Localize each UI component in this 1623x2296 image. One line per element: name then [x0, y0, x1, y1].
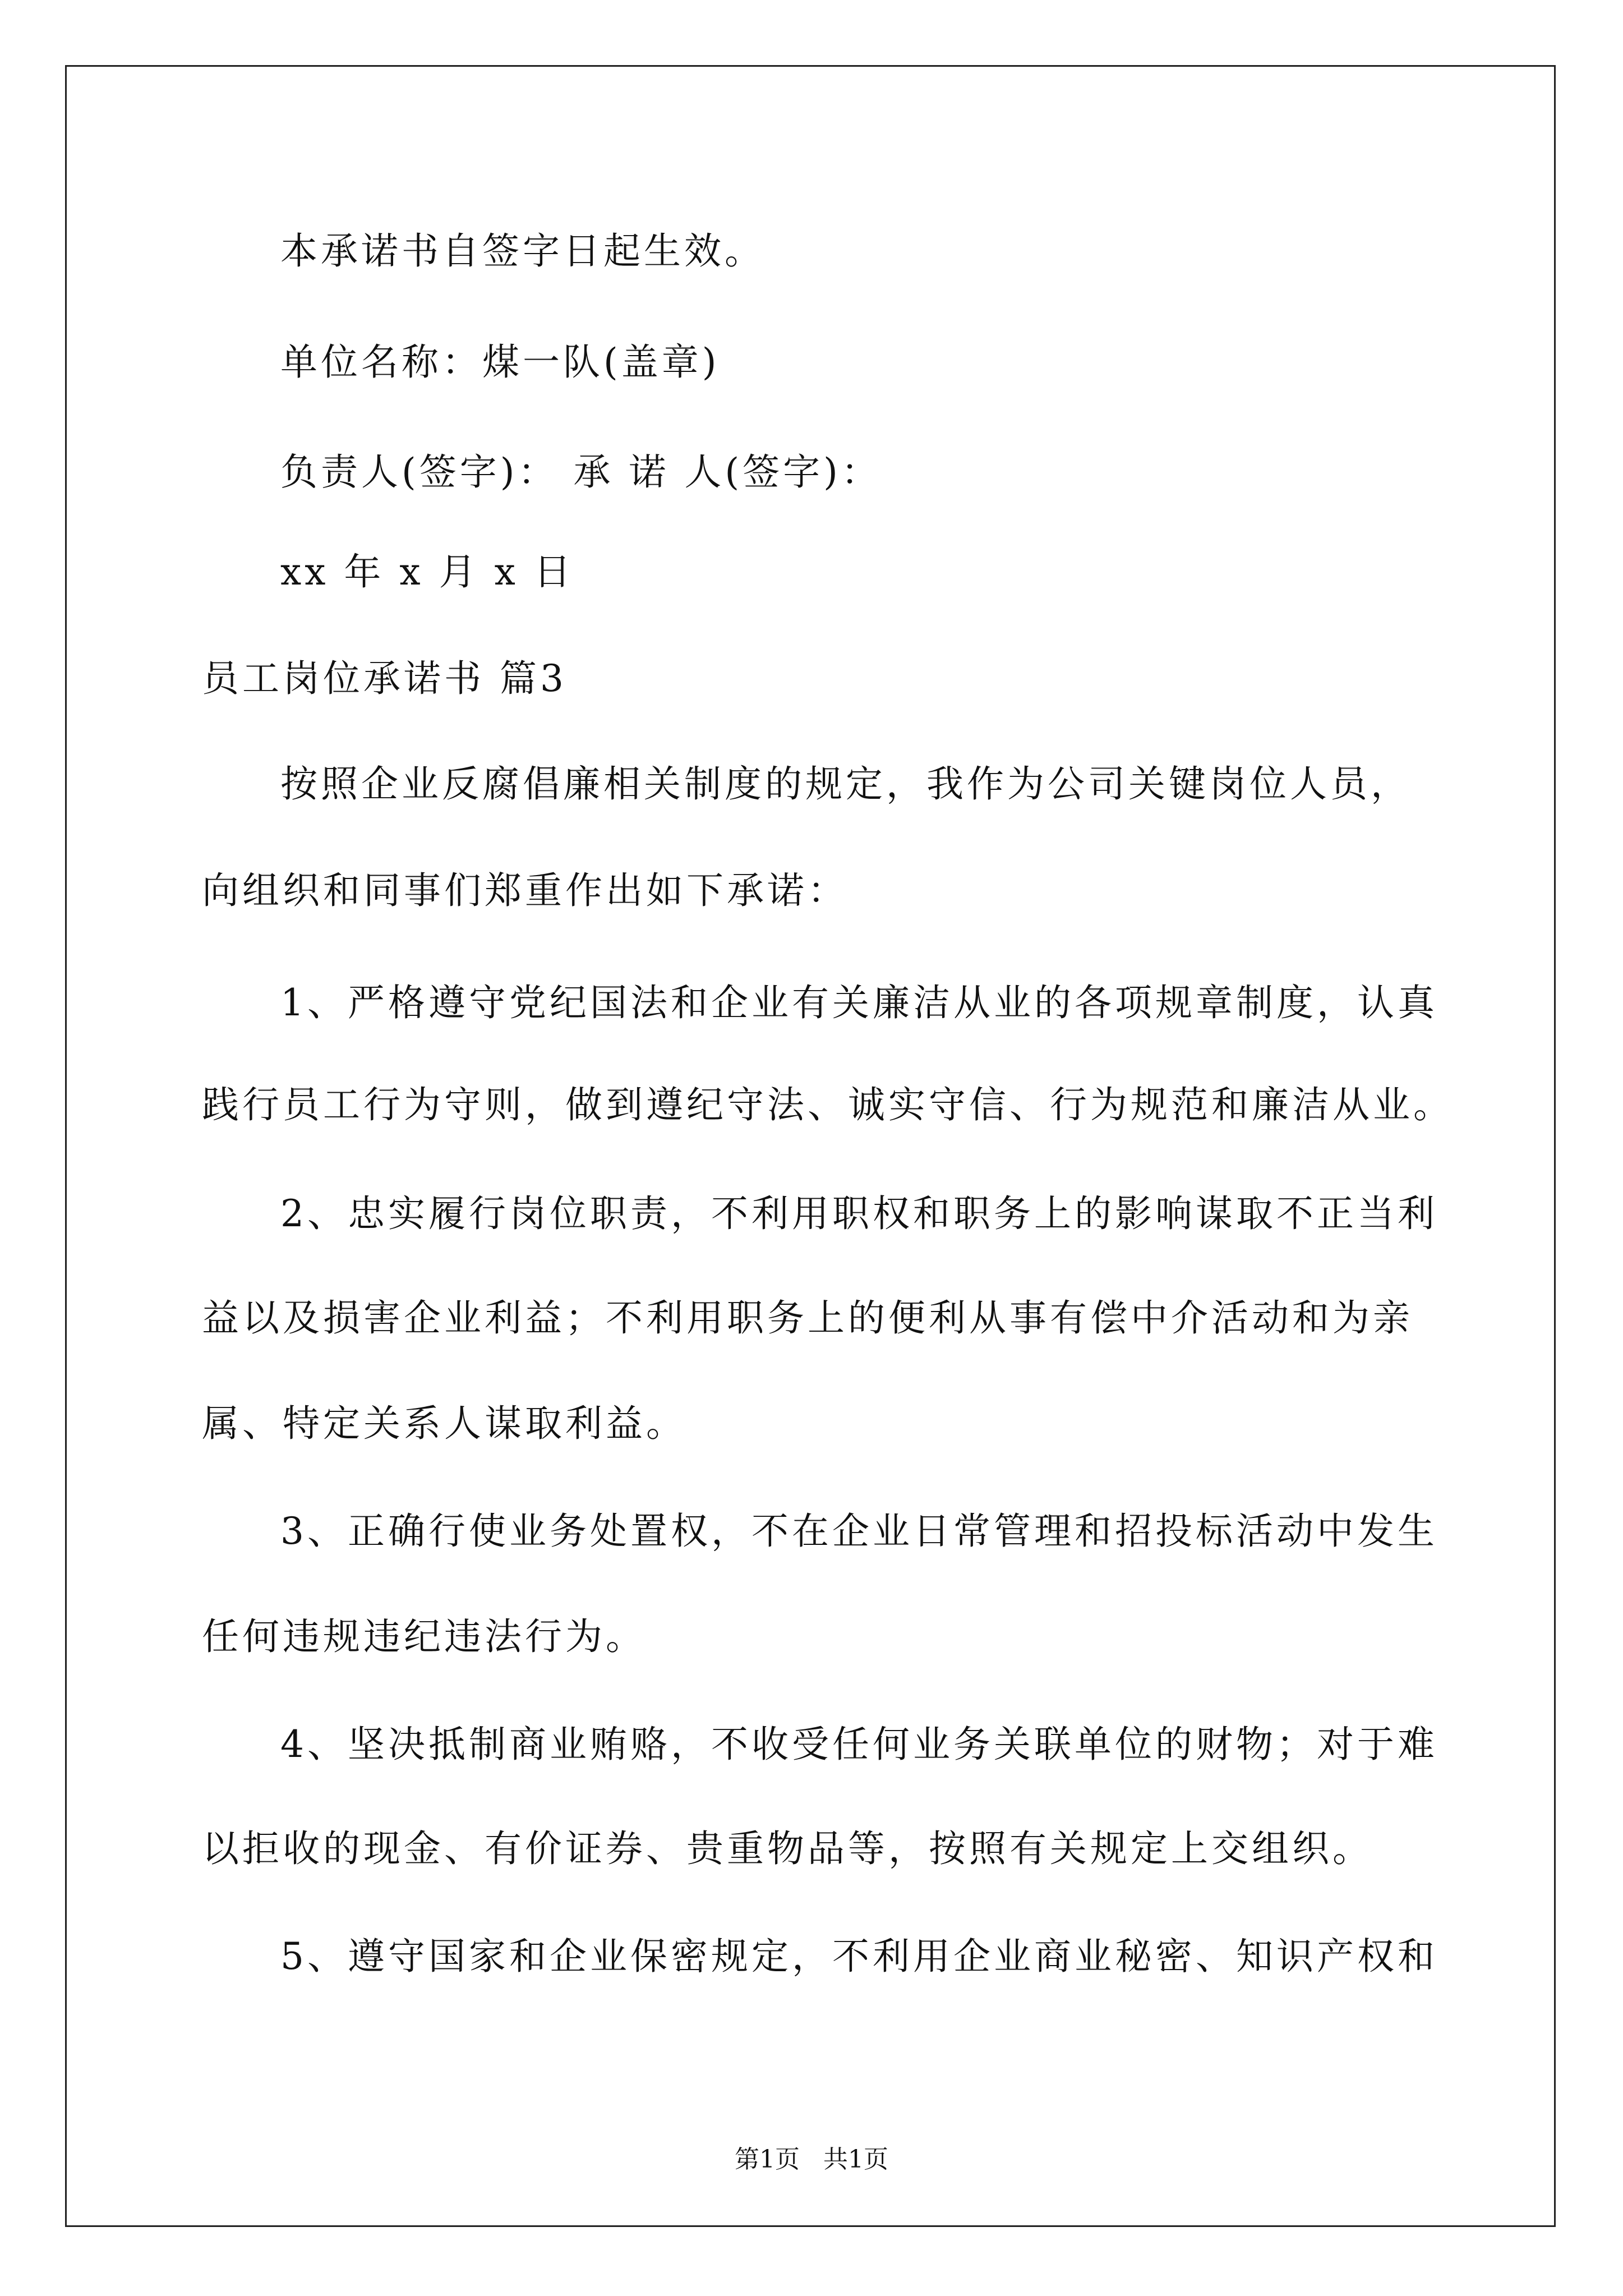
date-line: xx 年 x 月 x 日: [280, 550, 574, 593]
signature-line: 负责人(签字)： 承 诺 人(签字)：: [280, 450, 882, 494]
paragraph-text: 践行员工行为守则，做到遵纪守法、诚实守信、行为规范和廉洁从业。: [202, 1083, 1454, 1126]
paragraph-text: 益以及损害企业利益；不利用职务上的便利从事有偿中介活动和为亲: [202, 1296, 1413, 1340]
paragraph-text: 属、特定关系人谋取利益。: [202, 1402, 686, 1445]
section-heading: 员工岗位承诺书 篇3: [202, 657, 567, 700]
paragraph-text: 任何违规违纪违法行为。: [202, 1615, 646, 1658]
paragraph-text: 4、坚决抵制商业贿赂，不收受任何业务关联单位的财物；对于难: [280, 1723, 1438, 1766]
effective-clause: 本承诺书自签字日起生效。: [280, 229, 765, 273]
paragraph-text: 1、严格遵守党纪国法和企业有关廉洁从业的各项规章制度，认真: [280, 981, 1438, 1024]
paragraph-text: 5、遵守国家和企业保密规定，不利用企业商业秘密、知识产权和: [280, 1935, 1438, 1978]
page-border: [65, 65, 1556, 2227]
page-number-footer: 第1页 共1页: [735, 2145, 888, 2174]
paragraph-text: 3、正确行使业务处置权，不在企业日常管理和招投标活动中发生: [280, 1510, 1438, 1553]
paragraph-text: 向组织和同事们郑重作出如下承诺：: [202, 869, 848, 912]
unit-name-line: 单位名称：煤一队(盖章): [280, 341, 720, 384]
paragraph-text: 按照企业反腐倡廉相关制度的规定，我作为公司关键岗位人员，: [280, 762, 1411, 806]
paragraph-text: 2、忠实履行岗位职责，不利用职权和职务上的影响谋取不正当利: [280, 1192, 1438, 1235]
paragraph-text: 以拒收的现金、有价证券、贵重物品等，按照有关规定上交组织。: [202, 1827, 1373, 1870]
